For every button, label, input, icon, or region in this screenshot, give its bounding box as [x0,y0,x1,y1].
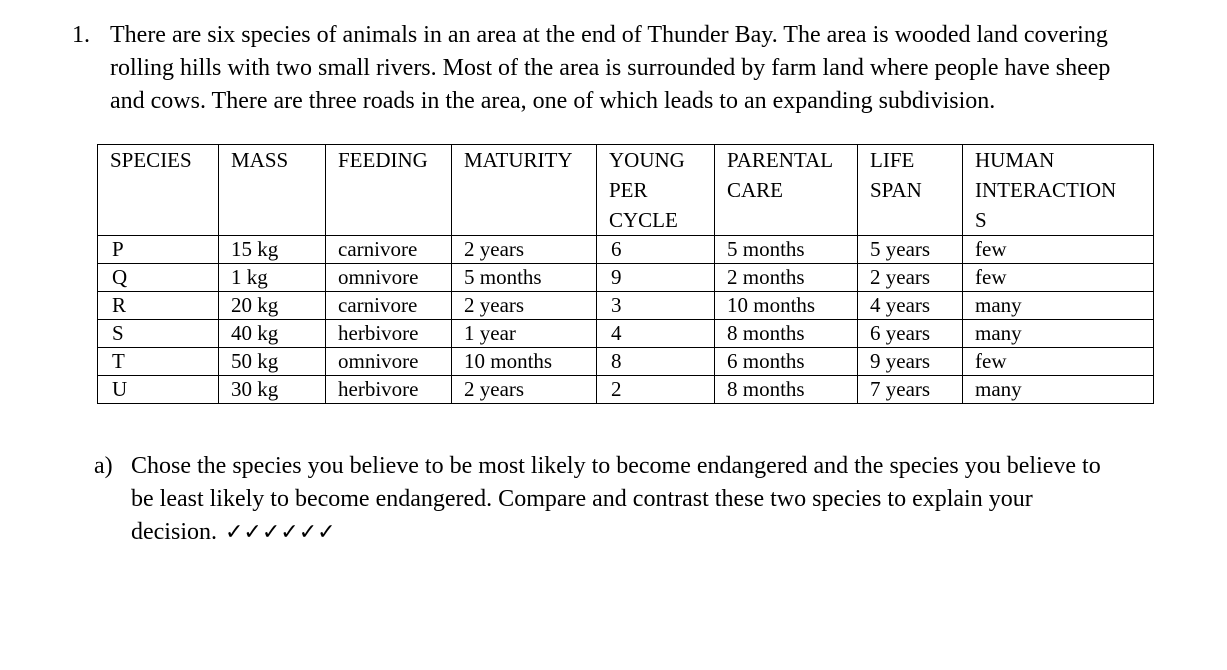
cell-life-span: 6 years [858,320,963,348]
header-parental-care: PARENTAL CARE [715,145,858,236]
part-a-line: be least likely to become endangered. Compare and contrast these two species to explain your [131,486,1033,512]
cell-maturity: 2 years [452,292,597,320]
cell-life-span: 7 years [858,376,963,404]
cell-parental-care: 5 months [715,236,858,264]
cell-feeding: herbivore [326,320,452,348]
cell-species: T [98,348,219,376]
header-life-span: LIFE SPAN [858,145,963,236]
part-a-line-last [131,516,1171,549]
cell-parental-care: 2 months [715,264,858,292]
cell-human-interactions: many [963,376,1154,404]
cell-feeding: herbivore [326,376,452,404]
cell-young-per-cycle: 9 [597,264,715,292]
cell-young-per-cycle: 3 [597,292,715,320]
header-maturity: MATURITY [452,145,597,236]
question-line: rolling hills with two small rivers. Most of the area is surrounded by farm land where people have sheep [110,55,1111,81]
cell-maturity: 2 years [452,236,597,264]
table-row [98,348,1154,376]
cell-species: U [98,376,219,404]
part-a-text [131,450,1171,549]
cell-mass: 15 kg [219,236,326,264]
part-a-label: a) [94,453,113,479]
cell-life-span: 4 years [858,292,963,320]
header-human-interactions: HUMAN INTERACTION S [963,145,1154,236]
cell-young-per-cycle: 4 [597,320,715,348]
cell-human-interactions: few [963,348,1154,376]
cell-species: P [98,236,219,264]
cell-parental-care: 10 months [715,292,858,320]
cell-human-interactions: few [963,264,1154,292]
cell-young-per-cycle: 6 [597,236,715,264]
table-row [98,376,1154,404]
header-feeding: FEEDING [326,145,452,236]
question-line: There are six species of animals in an area at the end of Thunder Bay. The area is wooded land covering [110,22,1108,48]
cell-mass: 40 kg [219,320,326,348]
table-row [98,264,1154,292]
cell-species: Q [98,264,219,292]
cell-feeding: omnivore [326,264,452,292]
cell-species: R [98,292,219,320]
cell-maturity: 2 years [452,376,597,404]
cell-human-interactions: few [963,236,1154,264]
cell-feeding: carnivore [326,236,452,264]
cell-mass: 50 kg [219,348,326,376]
cell-parental-care: 6 months [715,348,858,376]
cell-life-span: 2 years [858,264,963,292]
header-mass: MASS [219,145,326,236]
species-table [97,144,1154,404]
cell-life-span: 9 years [858,348,963,376]
table-row [98,236,1154,264]
header-young-per-cycle: YOUNG PER CYCLE [597,145,715,236]
cell-mass: 20 kg [219,292,326,320]
cell-young-per-cycle: 2 [597,376,715,404]
cell-mass: 30 kg [219,376,326,404]
header-species: SPECIES [98,145,219,236]
cell-mass: 1 kg [219,264,326,292]
question-number: 1. [72,22,90,48]
cell-maturity: 5 months [452,264,597,292]
cell-human-interactions: many [963,320,1154,348]
part-a-line: decision. [131,519,217,545]
cell-feeding: carnivore [326,292,452,320]
cell-parental-care: 8 months [715,320,858,348]
part-a-line: Chose the species you believe to be most likely to become endangered and the species you believe to [131,453,1101,479]
table-header [98,145,1154,236]
table-row [98,320,1154,348]
cell-life-span: 5 years [858,236,963,264]
cell-feeding: omnivore [326,348,452,376]
checkmark-icons: ✓✓✓✓✓✓ [224,520,336,545]
cell-young-per-cycle: 8 [597,348,715,376]
cell-maturity: 10 months [452,348,597,376]
table-row [98,292,1154,320]
cell-maturity: 1 year [452,320,597,348]
question-line: and cows. There are three roads in the area, one of which leads to an expanding subdivision. [110,88,996,114]
cell-parental-care: 8 months [715,376,858,404]
question-text [110,19,1170,118]
cell-species: S [98,320,219,348]
cell-human-interactions: many [963,292,1154,320]
